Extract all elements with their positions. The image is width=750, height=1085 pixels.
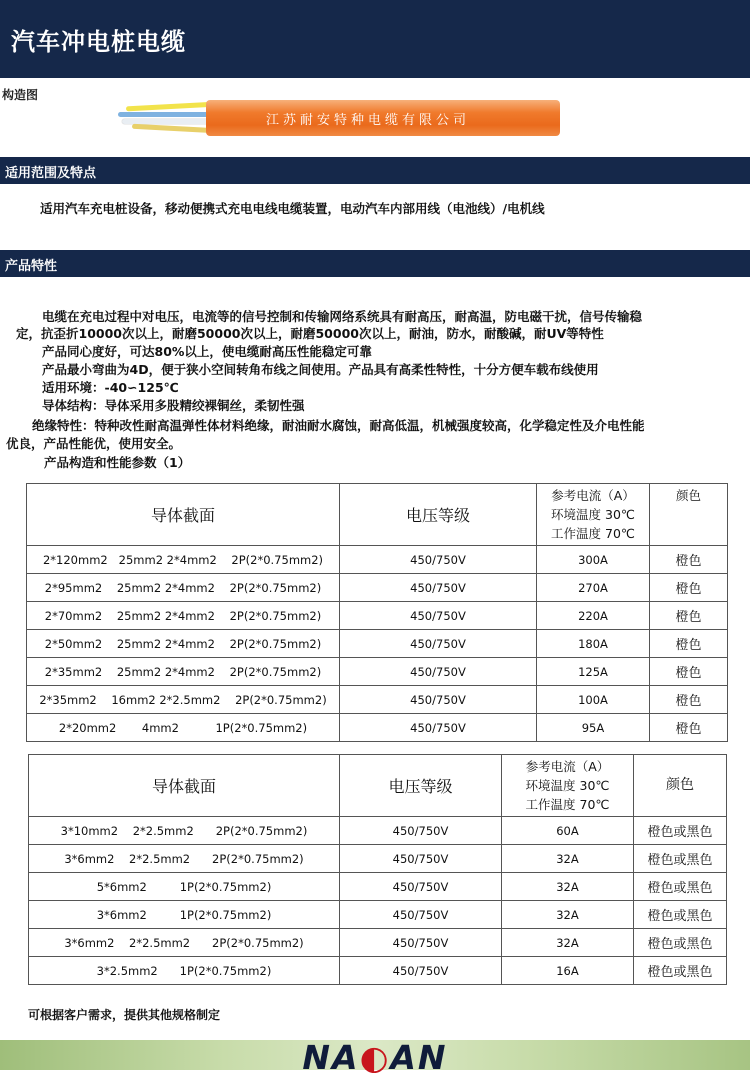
cell-color: 橙色或黑色 <box>634 957 727 985</box>
cell-voltage: 450/750V <box>340 845 502 873</box>
cell-current: 16A <box>502 957 634 985</box>
title-bar <box>0 0 750 78</box>
header-current <box>502 755 634 817</box>
logo-emblem-icon: ◐ <box>359 1038 391 1077</box>
cell-section: 2*35mm2 16mm2 2*2.5mm2 2P(2*0.75mm2) <box>27 686 340 714</box>
cell-color: 橙色或黑色 <box>634 817 727 845</box>
header-color: 颜色 <box>634 755 727 817</box>
features-heading-bar <box>0 250 750 277</box>
table-row <box>29 845 727 873</box>
cell-current: 32A <box>502 873 634 901</box>
cell-voltage: 450/750V <box>340 929 502 957</box>
header-current <box>537 484 650 546</box>
features-heading: 产品特性 <box>5 259 58 274</box>
cell-current: 32A <box>502 929 634 957</box>
header-section: 导体截面 <box>29 755 340 817</box>
cell-section: 2*20mm2 4mm2 1P(2*0.75mm2) <box>27 714 340 742</box>
feature-line: 导体结构：导体采用多股精绞裸铜丝，柔韧性强 <box>42 398 305 413</box>
cell-voltage: 450/750V <box>340 817 502 845</box>
cell-color: 橙色或黑色 <box>634 873 727 901</box>
cell-voltage: 450/750V <box>340 630 537 658</box>
cell-voltage: 450/750V <box>340 546 537 574</box>
wire-cream <box>132 124 216 133</box>
table-row <box>29 957 727 985</box>
cell-section: 2*50mm2 25mm2 2*4mm2 2P(2*0.75mm2) <box>27 630 340 658</box>
cell-section: 2*35mm2 25mm2 2*4mm2 2P(2*0.75mm2) <box>27 658 340 686</box>
feature-line: 产品最小弯曲为4D，便于狭小空间转角布线之间使用。产品具有高柔性特性，十分方便车载布线使用 <box>42 362 599 377</box>
feature-line: 适用环境：-40∽125℃ <box>42 380 179 395</box>
scope-heading-bar <box>0 157 750 184</box>
cell-section: 2*120mm2 25mm2 2*4mm2 2P(2*0.75mm2) <box>27 546 340 574</box>
wire-yellow <box>126 102 216 112</box>
cell-voltage: 450/750V <box>340 574 537 602</box>
header-voltage: 电压等级 <box>340 755 502 817</box>
header-current-line: 工作温度 70℃ <box>525 797 610 812</box>
header-current-line: 参考电流（A） <box>525 759 610 774</box>
table-row <box>29 817 727 845</box>
cell-current: 100A <box>537 686 650 714</box>
cell-current: 32A <box>502 845 634 873</box>
scope-heading: 适用范围及特点 <box>5 166 97 181</box>
header-color: 颜色 <box>650 484 728 546</box>
table-row <box>27 686 728 714</box>
cell-color: 橙色或黑色 <box>634 929 727 957</box>
cell-section: 2*95mm2 25mm2 2*4mm2 2P(2*0.75mm2) <box>27 574 340 602</box>
cell-section: 3*6mm2 1P(2*0.75mm2) <box>29 901 340 929</box>
cell-voltage: 450/750V <box>340 901 502 929</box>
cell-section: 3*2.5mm2 1P(2*0.75mm2) <box>29 957 340 985</box>
scope-text: 适用汽车充电桩设备，移动便携式充电电线电缆装置，电动汽车内部用线（电池线）/电机线 <box>40 201 545 216</box>
header-current-line: 环境温度 30℃ <box>551 507 635 522</box>
cell-color: 橙色 <box>650 630 728 658</box>
logo-text-left: NA <box>302 1038 360 1077</box>
table-row <box>27 546 728 574</box>
header-current-line: 参考电流（A） <box>551 488 635 503</box>
table-row <box>27 574 728 602</box>
cell-section: 5*6mm2 1P(2*0.75mm2) <box>29 873 340 901</box>
cell-section: 3*6mm2 2*2.5mm2 2P(2*0.75mm2) <box>29 929 340 957</box>
wire-blue <box>118 112 216 117</box>
cell-color: 橙色 <box>650 714 728 742</box>
cell-section: 3*10mm2 2*2.5mm2 2P(2*0.75mm2) <box>29 817 340 845</box>
table-row <box>29 901 727 929</box>
cable-image <box>118 88 560 144</box>
cell-color: 橙色 <box>650 658 728 686</box>
cell-color: 橙色 <box>650 686 728 714</box>
spec-table-1 <box>26 483 728 742</box>
cable-print: 江苏耐安特种电缆有限公司 <box>266 113 471 128</box>
cell-current: 60A <box>502 817 634 845</box>
table-row <box>29 929 727 957</box>
cell-voltage: 450/750V <box>340 658 537 686</box>
cell-color: 橙色或黑色 <box>634 845 727 873</box>
feature-line: 产品同心度好，可达80%以上，使电缆耐高压性能稳定可靠 <box>42 344 372 359</box>
cell-current: 220A <box>537 602 650 630</box>
header-current-line: 工作温度 70℃ <box>551 526 635 541</box>
cell-section: 2*70mm2 25mm2 2*4mm2 2P(2*0.75mm2) <box>27 602 340 630</box>
cell-voltage: 450/750V <box>340 714 537 742</box>
page-title: 汽车冲电桩电缆 <box>11 28 186 56</box>
feature-line: 电缆在充电过程中对电压，电流等的信号控制和传输网络系统具有耐高压，耐高温，防电磁干扰，信号传输稳 <box>42 309 643 324</box>
logo-text-right: AN <box>390 1038 448 1077</box>
header-voltage: 电压等级 <box>340 484 537 546</box>
cell-color: 橙色或黑色 <box>634 901 727 929</box>
cell-voltage: 450/750V <box>340 957 502 985</box>
table-header-row <box>27 484 728 546</box>
spec-table-2 <box>28 754 727 985</box>
feature-line: 产品构造和性能参数（1） <box>44 455 191 470</box>
table-row <box>27 714 728 742</box>
cell-current: 300A <box>537 546 650 574</box>
header-current-line: 环境温度 30℃ <box>525 778 610 793</box>
feature-line: 绝缘特性：特种改性耐高温弹性体材料绝缘，耐油耐水腐蚀，耐高低温，机械强度较高，化学稳定性及介电性能 <box>32 418 645 433</box>
cell-section: 3*6mm2 2*2.5mm2 2P(2*0.75mm2) <box>29 845 340 873</box>
cell-current: 270A <box>537 574 650 602</box>
naian-logo <box>0 1038 750 1077</box>
table-row <box>27 630 728 658</box>
cell-current: 32A <box>502 901 634 929</box>
structure-label: 构造图 <box>2 88 39 102</box>
cell-voltage: 450/750V <box>340 602 537 630</box>
table-header-row <box>29 755 727 817</box>
custom-spec-note: 可根据客户需求，提供其他规格制定 <box>28 1008 221 1022</box>
cell-color: 橙色 <box>650 574 728 602</box>
table-row <box>27 658 728 686</box>
cell-voltage: 450/750V <box>340 873 502 901</box>
feature-line: 定，抗歪折10000次以上，耐磨50000次以上，耐磨50000次以上，耐油，防水，耐酸碱，耐UV等特性 <box>16 326 604 341</box>
table-row <box>27 602 728 630</box>
cell-current: 125A <box>537 658 650 686</box>
cell-color: 橙色 <box>650 602 728 630</box>
cell-color: 橙色 <box>650 546 728 574</box>
feature-line: 优良，产品性能优，使用安全。 <box>6 436 182 451</box>
header-section: 导体截面 <box>27 484 340 546</box>
cell-current: 95A <box>537 714 650 742</box>
table-row <box>29 873 727 901</box>
cell-voltage: 450/750V <box>340 686 537 714</box>
cell-current: 180A <box>537 630 650 658</box>
